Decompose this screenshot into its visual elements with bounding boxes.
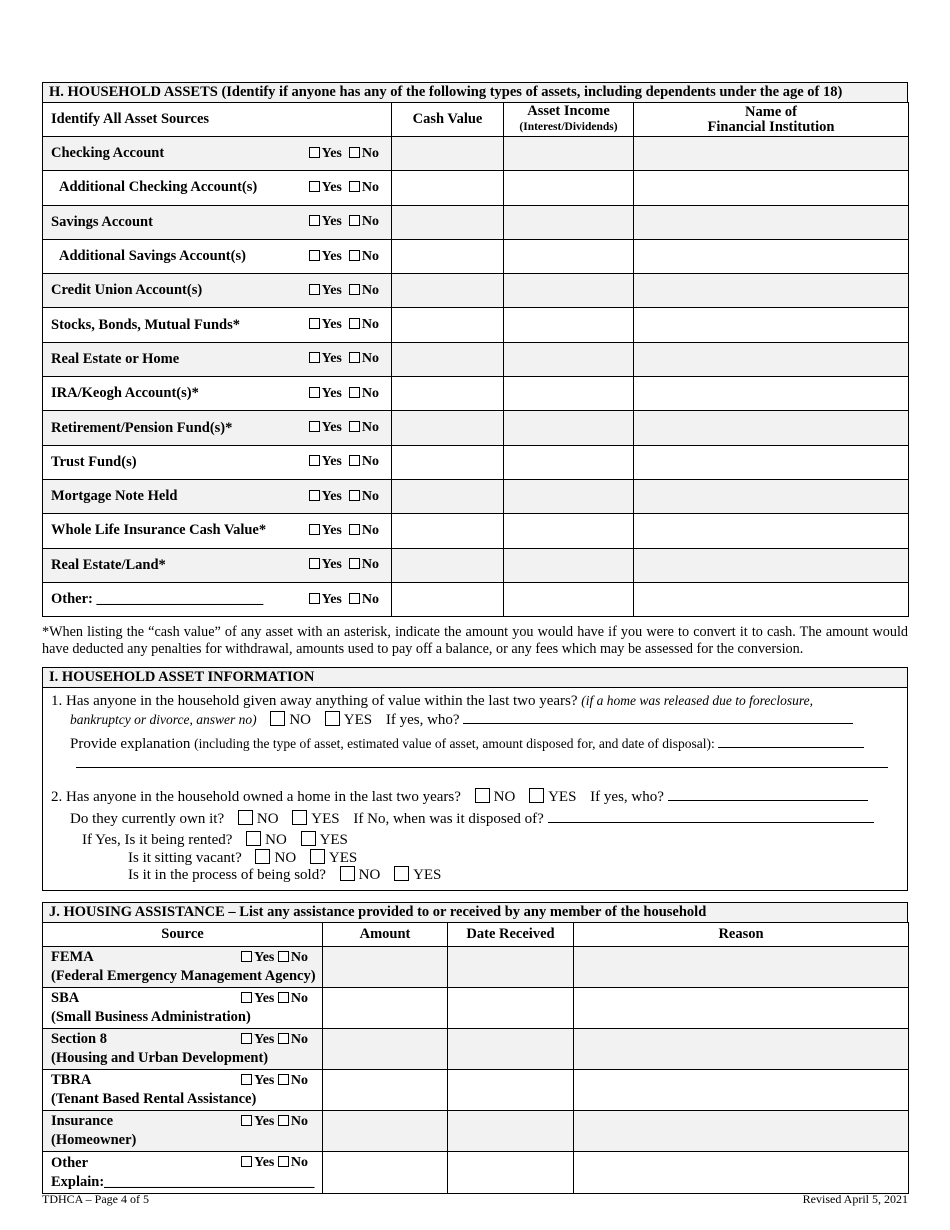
yes-checkbox[interactable] — [309, 490, 320, 501]
asset-source-cell — [43, 308, 392, 342]
no-checkbox[interactable] — [278, 951, 289, 962]
no-checkbox[interactable] — [278, 992, 289, 1003]
sold-line — [128, 866, 441, 884]
asset-income-cell[interactable] — [504, 582, 634, 616]
asset-source-cell — [43, 137, 392, 171]
no-checkbox[interactable] — [349, 147, 360, 158]
no-label: No — [290, 1073, 308, 1089]
yes-checkbox[interactable] — [241, 1115, 252, 1126]
assistance-subtitle: (Small Business Administration) — [51, 1009, 251, 1026]
reason-cell[interactable] — [574, 988, 909, 1029]
col-header-source: Identify All Asset Sources — [43, 103, 392, 137]
table-row — [43, 548, 909, 582]
table-row — [43, 1070, 909, 1111]
assistance-source-cell — [43, 1029, 323, 1070]
vacant-yes-checkbox[interactable] — [310, 849, 325, 864]
cash-value-cell[interactable] — [392, 548, 504, 582]
institution-cell[interactable] — [634, 308, 909, 342]
q2-who-label: If yes, who? — [590, 789, 664, 805]
col-header-date-received: Date Received — [448, 923, 574, 947]
table-row — [43, 1152, 909, 1193]
assistance-subtitle: Explain:_____________________________ — [51, 1173, 315, 1190]
institution-cell[interactable] — [634, 137, 909, 171]
asset-source-label: Credit Union Account(s) — [51, 282, 203, 299]
housing-assistance-table — [42, 922, 909, 1194]
yes-label: Yes — [321, 351, 342, 367]
yes-no-group — [309, 523, 379, 539]
asset-source-label: Real Estate/Land* — [51, 556, 166, 573]
institution-cell[interactable] — [634, 377, 909, 411]
yes-checkbox[interactable] — [309, 215, 320, 226]
asset-source-cell — [43, 411, 392, 445]
amount-cell[interactable] — [323, 1111, 448, 1152]
asset-income-cell[interactable] — [504, 342, 634, 376]
no-label: No — [290, 991, 308, 1007]
table-row — [43, 171, 909, 205]
asset-income-cell[interactable] — [504, 514, 634, 548]
asset-source-label: Retirement/Pension Fund(s)* — [51, 419, 233, 436]
date-received-cell[interactable] — [448, 988, 574, 1029]
no-label: No — [361, 317, 379, 333]
no-checkbox[interactable] — [278, 1074, 289, 1085]
cash-value-cell[interactable] — [392, 274, 504, 308]
no-label: No — [290, 1155, 308, 1171]
reason-cell[interactable] — [574, 1111, 909, 1152]
no-label: No — [361, 420, 379, 436]
explain-field-2[interactable] — [76, 754, 888, 768]
q2-no-label: NO — [493, 789, 516, 805]
cash-value-cell[interactable] — [392, 205, 504, 239]
no-label: No — [361, 214, 379, 230]
q1-yes-checkbox[interactable] — [325, 711, 340, 726]
yes-label: Yes — [254, 950, 275, 965]
no-label: No — [361, 522, 379, 538]
assistance-source-cell — [43, 988, 323, 1029]
table-row — [43, 1029, 909, 1070]
q1-no-checkbox[interactable] — [270, 711, 285, 726]
table-row — [43, 411, 909, 445]
q2-who-field[interactable] — [668, 787, 868, 801]
institution-label: Name of — [745, 103, 797, 120]
assistance-subtitle: (Housing and Urban Development) — [51, 1050, 269, 1067]
asset-source-cell — [43, 514, 392, 548]
rented-no-label: NO — [265, 832, 287, 848]
amount-cell[interactable] — [323, 988, 448, 1029]
q1-line — [51, 692, 813, 710]
no-label: No — [361, 145, 379, 161]
no-checkbox[interactable] — [349, 524, 360, 535]
no-label: No — [361, 591, 379, 607]
no-checkbox[interactable] — [349, 387, 360, 398]
own-line — [70, 809, 874, 828]
yes-checkbox[interactable] — [309, 352, 320, 363]
table-row — [43, 239, 909, 273]
own-question: Do they currently own it? — [70, 811, 225, 827]
assistance-name: Section 8 — [51, 1031, 107, 1048]
cash-value-cell[interactable] — [392, 582, 504, 616]
institution-cell[interactable] — [634, 205, 909, 239]
no-checkbox[interactable] — [349, 250, 360, 261]
yes-checkbox[interactable] — [309, 524, 320, 535]
asset-source-label: Savings Account — [51, 213, 153, 230]
yes-no-group — [309, 146, 379, 162]
yes-checkbox[interactable] — [241, 992, 252, 1003]
sold-yes-checkbox[interactable] — [394, 866, 409, 881]
q1-italic-note-2: bankruptcy or divorce, answer no) — [70, 712, 257, 727]
table-row — [43, 137, 909, 171]
sold-no-label: NO — [358, 867, 381, 883]
explain-line-2 — [76, 754, 888, 773]
cash-value-cell[interactable] — [392, 308, 504, 342]
yes-label: Yes — [321, 454, 342, 470]
yes-checkbox[interactable] — [241, 1156, 252, 1167]
yes-no-group — [241, 1112, 308, 1131]
vacant-yes-label: YES — [328, 850, 358, 866]
asset-income-cell[interactable] — [504, 308, 634, 342]
asset-source-label: Trust Fund(s) — [51, 453, 137, 470]
section-j-title: J. HOUSING ASSISTANCE – List any assistance provided to or received by any member of the household — [42, 902, 908, 923]
asset-source-label: Mortgage Note Held — [51, 488, 178, 505]
q1-italic-note: (if a home was released due to foreclosure, — [581, 693, 814, 708]
yes-label: Yes — [321, 385, 342, 401]
asset-source-cell — [43, 342, 392, 376]
asset-income-cell[interactable] — [504, 274, 634, 308]
reason-cell[interactable] — [574, 947, 909, 988]
yes-label: Yes — [321, 317, 342, 333]
cash-value-cell[interactable] — [392, 137, 504, 171]
col-header-asset-income — [504, 103, 634, 137]
asset-source-label: Additional Checking Account(s) — [59, 179, 258, 196]
table-row — [43, 988, 909, 1029]
q2-yes-label: YES — [548, 789, 577, 805]
yes-label: Yes — [321, 179, 342, 195]
institution-cell[interactable] — [634, 479, 909, 513]
q1-no-label: NO — [289, 712, 312, 728]
yes-no-group — [309, 249, 379, 265]
q1-who-field[interactable] — [463, 710, 853, 724]
amount-cell[interactable] — [323, 1152, 448, 1193]
asset-source-cell — [43, 171, 392, 205]
asset-income-label: Asset Income — [527, 103, 610, 119]
rented-yes-checkbox[interactable] — [301, 831, 316, 846]
no-checkbox[interactable] — [349, 593, 360, 604]
disposed-field[interactable] — [548, 809, 874, 823]
assistance-name: FEMA — [51, 949, 94, 966]
yes-checkbox[interactable] — [309, 147, 320, 158]
yes-no-group — [309, 180, 379, 196]
yes-no-group — [309, 214, 379, 230]
asset-source-cell — [43, 377, 392, 411]
yes-checkbox[interactable] — [241, 1074, 252, 1085]
asset-source-label: Real Estate or Home — [51, 350, 180, 367]
no-label: No — [361, 488, 379, 504]
no-checkbox[interactable] — [349, 490, 360, 501]
yes-checkbox[interactable] — [309, 558, 320, 569]
assistance-subtitle: (Federal Emergency Management Agency) — [51, 968, 316, 985]
vacant-question: Is it sitting vacant? — [128, 850, 242, 866]
yes-label: Yes — [321, 282, 342, 298]
col-header-cash-value: Cash Value — [392, 103, 504, 137]
no-checkbox[interactable] — [349, 455, 360, 466]
asset-source-cell — [43, 479, 392, 513]
cash-value-cell[interactable] — [392, 514, 504, 548]
no-checkbox[interactable] — [349, 284, 360, 295]
q1-who-label: If yes, who? — [385, 712, 460, 728]
cash-value-note: *When listing the “cash value” of any asset with an asterisk, indicate the amount you would have if you were to convert it to cash. The amount would have deducted any penalties for withdrawal, amounts used to pay off a balance, or any fees which may be assessed for the conversion. — [42, 624, 908, 657]
institution-cell[interactable] — [634, 582, 909, 616]
rented-line — [82, 831, 348, 849]
cash-value-cell[interactable] — [392, 342, 504, 376]
disposed-question: If No, when was it disposed of? — [353, 811, 544, 827]
asset-source-label: Additional Savings Account(s) — [59, 248, 246, 265]
no-checkbox[interactable] — [349, 421, 360, 432]
own-yes-label: YES — [311, 811, 340, 827]
no-label: No — [361, 557, 379, 573]
table-row — [43, 308, 909, 342]
table-row — [43, 1111, 909, 1152]
table-row — [43, 947, 909, 988]
yes-label: Yes — [321, 214, 342, 230]
section-h-title: H. HOUSEHOLD ASSETS (Identify if anyone has any of the following types of assets, including dependents under the age of 18) — [42, 82, 908, 103]
cash-value-cell[interactable] — [392, 445, 504, 479]
yes-checkbox[interactable] — [309, 421, 320, 432]
asset-income-cell[interactable] — [504, 377, 634, 411]
asset-source-cell — [43, 239, 392, 273]
asset-income-cell[interactable] — [504, 548, 634, 582]
cash-value-cell[interactable] — [392, 171, 504, 205]
rented-yes-label: YES — [319, 832, 348, 848]
yes-checkbox[interactable] — [309, 181, 320, 192]
no-label: No — [290, 950, 308, 965]
yes-label: Yes — [254, 1155, 275, 1171]
asset-source-label: Other: _______________________ — [51, 591, 264, 607]
no-label: No — [361, 385, 379, 401]
yes-no-group — [309, 351, 379, 367]
yes-label: Yes — [254, 1032, 275, 1048]
sold-no-checkbox[interactable] — [340, 866, 355, 881]
institution-cell[interactable] — [634, 411, 909, 445]
no-checkbox[interactable] — [349, 352, 360, 363]
institution-cell[interactable] — [634, 171, 909, 205]
yes-no-group — [309, 420, 379, 436]
assistance-source-cell — [43, 1152, 323, 1193]
table-row — [43, 479, 909, 513]
asset-source-label: Whole Life Insurance Cash Value* — [51, 522, 267, 539]
asset-income-cell[interactable] — [504, 137, 634, 171]
asset-income-cell[interactable] — [504, 205, 634, 239]
date-received-cell[interactable] — [448, 1070, 574, 1111]
yes-no-group — [309, 283, 379, 299]
vacant-no-label: NO — [274, 850, 297, 866]
explain-label: Provide explanation — [70, 736, 191, 752]
own-yes-checkbox[interactable] — [292, 810, 307, 825]
yes-label: Yes — [321, 591, 342, 607]
table-row — [43, 377, 909, 411]
explain-field[interactable] — [718, 734, 864, 748]
q1-text: 1. Has anyone in the household given away anything of value within the last two years? — [51, 693, 578, 709]
assistance-name: SBA — [51, 990, 80, 1007]
institution-cell[interactable] — [634, 548, 909, 582]
reason-cell[interactable] — [574, 1029, 909, 1070]
asset-income-cell[interactable] — [504, 171, 634, 205]
yes-label: Yes — [321, 522, 342, 538]
table-row — [43, 514, 909, 548]
yes-label: Yes — [321, 145, 342, 161]
asset-income-cell[interactable] — [504, 479, 634, 513]
yes-checkbox[interactable] — [309, 318, 320, 329]
amount-cell[interactable] — [323, 947, 448, 988]
yes-no-group — [241, 1071, 308, 1090]
q2-no-checkbox[interactable] — [475, 788, 490, 803]
assistance-source-cell — [43, 1070, 323, 1111]
institution-cell[interactable] — [634, 342, 909, 376]
yes-label: Yes — [321, 420, 342, 436]
asset-source-label: Checking Account — [51, 145, 165, 162]
yes-no-group — [241, 989, 308, 1008]
date-received-cell[interactable] — [448, 947, 574, 988]
no-checkbox[interactable] — [349, 558, 360, 569]
own-no-label: NO — [256, 811, 279, 827]
asset-source-label: IRA/Keogh Account(s)* — [51, 385, 199, 402]
col-header-reason: Reason — [574, 923, 909, 947]
yes-label: Yes — [321, 248, 342, 264]
assistance-subtitle: (Homeowner) — [51, 1132, 137, 1149]
q2-text: 2. Has anyone in the household owned a home in the last two years? — [51, 789, 461, 805]
yes-no-group — [241, 1153, 308, 1172]
sold-yes-label: YES — [413, 867, 442, 883]
yes-checkbox[interactable] — [241, 951, 252, 962]
asset-source-cell — [43, 274, 392, 308]
cash-value-cell[interactable] — [392, 239, 504, 273]
yes-no-group — [309, 454, 379, 470]
reason-cell[interactable] — [574, 1070, 909, 1111]
yes-no-group — [309, 489, 379, 505]
yes-no-group — [309, 386, 379, 402]
no-label: No — [361, 351, 379, 367]
no-checkbox[interactable] — [349, 181, 360, 192]
asset-source-cell — [43, 445, 392, 479]
footer-revision: Revised April 5, 2021 — [802, 1192, 908, 1206]
table-row — [43, 205, 909, 239]
asset-income-cell[interactable] — [504, 411, 634, 445]
q2-yes-checkbox[interactable] — [529, 788, 544, 803]
explain-line — [70, 734, 864, 753]
vacant-line — [128, 849, 357, 867]
cash-value-cell[interactable] — [392, 377, 504, 411]
cash-value-cell[interactable] — [392, 479, 504, 513]
asset-income-cell[interactable] — [504, 239, 634, 273]
yes-checkbox[interactable] — [309, 250, 320, 261]
yes-label: Yes — [254, 1073, 275, 1089]
institution-cell[interactable] — [634, 514, 909, 548]
institution-cell[interactable] — [634, 445, 909, 479]
table-header-row — [43, 103, 909, 137]
col-header-amount: Amount — [323, 923, 448, 947]
asset-source-cell — [43, 548, 392, 582]
reason-cell[interactable] — [574, 1152, 909, 1193]
table-row — [43, 582, 909, 616]
cash-value-cell[interactable] — [392, 411, 504, 445]
q2-line — [51, 787, 868, 806]
sold-question: Is it in the process of being sold? — [128, 867, 326, 883]
yes-label: Yes — [321, 557, 342, 573]
institution-sublabel: Financial Institution — [707, 118, 835, 135]
footer-page-label: TDHCA – Page 4 of 5 — [42, 1192, 149, 1206]
assistance-name: TBRA — [51, 1072, 92, 1089]
asset-source-cell — [43, 582, 392, 616]
yes-checkbox[interactable] — [241, 1033, 252, 1044]
yes-checkbox[interactable] — [309, 593, 320, 604]
assistance-source-cell — [43, 1111, 323, 1152]
no-checkbox[interactable] — [349, 215, 360, 226]
rented-no-checkbox[interactable] — [246, 831, 261, 846]
own-no-checkbox[interactable] — [238, 810, 253, 825]
yes-checkbox[interactable] — [309, 387, 320, 398]
no-label: No — [361, 179, 379, 195]
asset-income-cell[interactable] — [504, 445, 634, 479]
no-checkbox[interactable] — [278, 1115, 289, 1126]
institution-cell[interactable] — [634, 274, 909, 308]
rented-question: If Yes, Is it being rented? — [82, 832, 233, 848]
yes-checkbox[interactable] — [309, 455, 320, 466]
table-row — [43, 445, 909, 479]
section-i-title: I. HOUSEHOLD ASSET INFORMATION — [42, 667, 908, 688]
no-label: No — [361, 282, 379, 298]
date-received-cell[interactable] — [448, 1111, 574, 1152]
yes-label: Yes — [254, 991, 275, 1007]
asset-income-sublabel: (Interest/Dividends) — [519, 121, 618, 133]
assistance-name: Other — [51, 1154, 89, 1171]
yes-no-group — [241, 948, 308, 967]
no-label: No — [290, 1114, 308, 1130]
no-checkbox[interactable] — [278, 1033, 289, 1044]
institution-cell[interactable] — [634, 239, 909, 273]
q1-line-2 — [70, 710, 853, 729]
no-checkbox[interactable] — [278, 1156, 289, 1167]
col-header-source-j: Source — [43, 923, 323, 947]
asset-source-cell — [43, 205, 392, 239]
yes-no-group — [241, 1030, 308, 1049]
household-assets-table — [42, 102, 909, 617]
j-header-row — [43, 923, 909, 947]
yes-no-group — [309, 592, 379, 608]
amount-cell[interactable] — [323, 1029, 448, 1070]
date-received-cell[interactable] — [448, 1029, 574, 1070]
yes-no-group — [309, 557, 379, 573]
q1-yes-label: YES — [343, 712, 373, 728]
yes-no-group — [309, 317, 379, 333]
no-label: No — [290, 1032, 308, 1048]
table-row — [43, 342, 909, 376]
table-row — [43, 274, 909, 308]
yes-checkbox[interactable] — [309, 284, 320, 295]
no-checkbox[interactable] — [349, 318, 360, 329]
explain-detail: (including the type of asset, estimated value of asset, amount disposed for, and date of disposal): — [194, 736, 715, 751]
asset-source-label: Stocks, Bonds, Mutual Funds* — [51, 316, 240, 333]
date-received-cell[interactable] — [448, 1152, 574, 1193]
yes-label: Yes — [321, 488, 342, 504]
col-header-institution — [634, 103, 909, 137]
assistance-subtitle: (Tenant Based Rental Assistance) — [51, 1091, 257, 1108]
no-label: No — [361, 248, 379, 264]
vacant-no-checkbox[interactable] — [255, 849, 270, 864]
no-label: No — [361, 454, 379, 470]
amount-cell[interactable] — [323, 1070, 448, 1111]
yes-label: Yes — [254, 1114, 275, 1130]
assistance-name: Insurance — [51, 1113, 114, 1130]
assistance-source-cell — [43, 947, 323, 988]
